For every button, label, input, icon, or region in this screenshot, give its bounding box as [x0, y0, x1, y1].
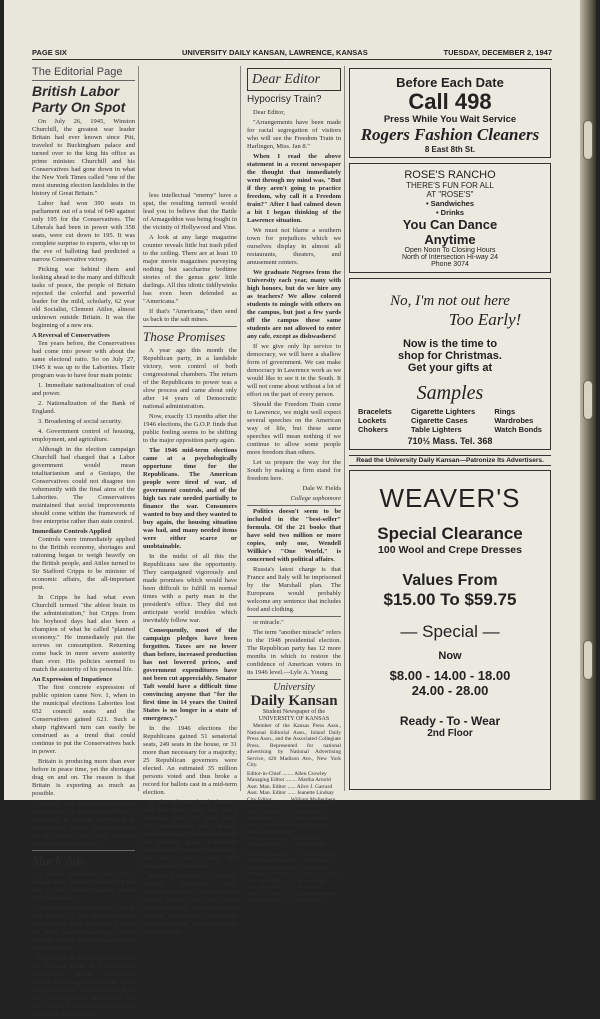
paragraph: Controls were immediately applied to the British economy, shortages and rationing began to weigh heavily on the British people, and Attlee turned to Sir Stafford Cripps to be minister of economic affairs, the all-important post.: [32, 536, 135, 591]
paragraph: Labor had won 390 seats in parliament out of a total of 640 against only 195 for the Conservatives. The Liberals had been in power with 358 seats, were cut down to 195. It was complete surprise to experts, who up to the eve of balloting had predicted a narrow Conservative victory.: [32, 200, 135, 263]
letter-headline: Hypocrisy Train?: [247, 94, 322, 105]
paragraph: "Arrangements have been made for racial segregation of visitors who will see the Freedom Train in Harlingen, Miss. Jan 8.": [247, 119, 341, 150]
ad-text: Before Each Date: [396, 75, 504, 90]
ad-text: No, I'm not out here: [390, 293, 510, 309]
paragraph: Picking war behind them and looking ahead to the many and difficult tasks of peace, the people of Britain rejected the colorful and powerful leader for the mild, scholarly, 62 year old Socialist, Clement Attlee, almost unknown outside Britain. It was the beginning of a new era.: [32, 266, 135, 329]
ad-text: Open Noon To Closing Hours: [404, 247, 496, 254]
divider: [247, 616, 341, 617]
ad-price-range: $15.00 To $59.75: [383, 590, 517, 609]
ad-business-name: Rogers Fashion Cleaners: [360, 125, 540, 144]
ad-text: Ready - To - Wear: [399, 714, 501, 728]
paragraph: If we give only lip service to democracy, we will have a shallow form of government. We can make democracy in Lawrence work as we would like to see it in the South. It will not come about without a lot of effort on the part of every person.: [247, 343, 341, 398]
paragraph: The term "another miracle" refers to the 1948 presidential election. The Republican party has 12 more months in which to restore the confidence of American voters in its 1946 level.—Lyle A. Young: [247, 629, 341, 676]
paragraph: In the off-year local elections held this month there was not a sweeping victory by either party. The congressional races, though, indicated rising dissatisfaction with the majority group. Republican losses varied from 4 to 9 per cent in the four states which had congressional candidates.: [143, 799, 237, 870]
paragraph: Should the Freedom Train come to Lawrence, we might well expect several speeches on the American way of life, but these same speeches will mean nothing if we continue to allow some people more freedom than others.: [247, 401, 341, 456]
subhead: Immediate Controls Applied: [32, 528, 111, 535]
ad-text: — Special —: [400, 622, 500, 641]
ad-item: Watch Bonds: [494, 425, 542, 434]
ad-weavers: [349, 470, 551, 790]
staff-line: Sports Editor .......... Ernest Aaronson: [247, 816, 330, 822]
ad-text: You Can Dance: [402, 217, 498, 232]
ad-address: 8 East 8th St.: [424, 145, 476, 154]
binder-ring-icon: [583, 640, 593, 680]
paragraph: A look at any large magazine counter reveals little but trash piled to the ceiling. There are at least 10 major movie magazines purveying nothing but saccharine bedtime stories of the genus gets' little darlings. All this idiotic tiddlywinks has even been defended as "Americana.": [143, 234, 237, 305]
staff-line: City Editor ............ William Mullenberg: [247, 796, 336, 803]
ad-text: 100 Wool and Crepe Dresses: [378, 544, 522, 556]
ad-samples-jewelry: [349, 278, 551, 450]
ad-prices: 24.00 - 28.00: [411, 683, 489, 698]
salutation: Dear Editor,: [253, 109, 285, 116]
staff-line: Managing Editor ........ Martha Arnold: [247, 777, 331, 783]
staff-line: Asst. Tel. Editor ....... Casper Brachmann: [247, 890, 338, 897]
ad-text: Now: [438, 650, 462, 662]
paragraph: It's enough to make one retch when the tortured home of a Hollywood professional gossip breathlessly confide to her eager listeners the world shaking news of the latest episode in an oh-so-exclusive Hollywood gin mill. When a half-witted Hollywood pretty boy and his even: [32, 955, 135, 1018]
ad-text: shop for Christmas.: [398, 350, 502, 362]
staff-box-text: Member of the Kansas Press Assn., National Editorial Assn., Inland Daily Press Assn., and the Associated Collegiate Press. Represented for national advertising by National Advertising Service, 420 Madison Ave., New York City.: [247, 723, 341, 768]
paragraph: In the 1946 elections the Republicans gained 51 senatorial seats, 249 seats in the house, or 31 more than necessary for a majority; 25 Republican governors were elected. An estimated 35 million persons voted and thus broke a record for ballots cast in a mid-term election.: [143, 725, 237, 796]
paragraph: We must not blame a southern town for prejudices which we ourselves display in almost all restaurants, theaters, and amusement centers.: [247, 227, 341, 266]
ad-text: Get your gifts at: [407, 362, 493, 374]
paragraph: 3. Broadening of social security.: [38, 418, 123, 425]
ad-item: Cigarette Lighters: [410, 407, 476, 416]
headline-those-promises: Those Promises: [143, 329, 226, 344]
page-number: PAGE SIX: [32, 48, 67, 57]
staff-line: Advertising Manager ..... Betty Bacon: [247, 858, 331, 864]
dear-editor-box: [247, 68, 341, 91]
paragraph: Russia's latest charge is that France and Italy will be imprisoned by the Marshall plan. The Europeans would probably welcome any sentence that includes food and clothing.: [247, 566, 341, 613]
ad-text: Too Early!: [448, 310, 522, 329]
paragraph: In Cripps he had what even Churchill termed "the ablest brain in the administration," but Cripps from his boyhood days had also been a champion of what he called "planned economy." He immediately put the screws on consumption. Returning come back in more severe austerity than ever. His policies seemed to match the austerity of his personal life.: [32, 594, 135, 673]
ad-text: AT "ROSE'S": [426, 190, 474, 199]
ad-text: Special Clearance: [377, 524, 523, 543]
staff-line: Asst. Bus. Man. ......... Dick Reed: [247, 884, 321, 890]
masthead: [32, 46, 552, 60]
paragraph: Politics doesn't seem to be included in the "best-seller" formula. Of the 21 books that have sold two million or more copies, only one, Wendell Willkie's "One World," is concerned with political affairs.: [247, 508, 341, 563]
dear-editor-title: Dear Editor: [252, 72, 321, 87]
divider: [32, 850, 135, 851]
divider: [247, 679, 341, 680]
subhead: A Reversal of Conservatives: [32, 332, 110, 339]
paragraph: Britain is producing more than ever before in peace time, yet the shortages drag on and on. The reason is that Britain is exporting as much as possible.: [32, 758, 135, 797]
ad-text: • Sandwiches: [425, 199, 475, 208]
staff-line: Business Manager ........ John Bergstrom: [247, 851, 337, 858]
ad-text: 2nd Floor: [427, 728, 473, 739]
binder-ring-icon: [583, 120, 593, 160]
ad-text: Anytime: [424, 232, 476, 247]
column-rule: [344, 66, 345, 791]
paragraph: When I read the above statement in a recent newspaper the thought that immediately went through my mind was, "But if they aren't going to practice freedom, why call it a Freedom train?" After I had calmed down a bit I began thinking of the Lawrence situation.: [247, 153, 341, 224]
staff-line: Society Editor .......... Barbara Fell: [247, 897, 323, 903]
paragraph: Let us prepare the way for the South by making a firm stand for freedom here.: [247, 459, 341, 482]
staff-line: Circulation Mgr. ........ Dave Clymer: [247, 877, 327, 884]
ad-address: 710½ Mass. Tel. 368: [407, 436, 493, 446]
section-label: The Editorial Page: [32, 66, 123, 78]
ad-text: North of Intersection Hi-way 24: [401, 254, 499, 261]
paragraph: The result partially testifies a lung-bad opinion of stars that Hollywood news to both radio and press is about the most inane, nauseating, trivial, illiterate kind of pap ever assaulted by the human race.: [32, 905, 135, 952]
column-rule: [138, 66, 139, 791]
divider: [143, 326, 237, 327]
paragraph: The only way that Labor can stay in power, and it's a doubtful possibility, is for people to become determined, in the words of Cripps, "put the interest of the country first and personal incentives a poor second.": [32, 800, 135, 847]
ad-item: Rings: [494, 407, 516, 416]
staff-line: Telegraph Editor ....... John Stauffer: [247, 842, 326, 848]
headline-much-ado: Much Ado: [32, 853, 86, 868]
ad-rogers-cleaners: [349, 68, 551, 158]
paragraph: 2. Nationalization of the Bank of England.: [32, 400, 135, 415]
binder-spine: [580, 0, 596, 800]
ad-business-name: WEAVER'S: [379, 483, 521, 513]
paragraph: A year ago this month the Republican party, in a landslide victory, won control of both congressional chambers. The return of the Republicans to power was a slow process and came about only after 14 years of Democratic national administration.: [143, 347, 237, 410]
ad-text: THERE'S FUN FOR ALL: [406, 181, 494, 190]
ad-item: Wardrobes: [494, 416, 534, 425]
paragraph: On July 26, 1945, Winston Churchill, the greatest war leader Britain had ever known since Pitt, traveled to Buckingham palace and turned over to the king his office as prime minister. Churchill and his Conservatives had gone down in what the New York Times called "one of the most stunning election landslides in the history of Great Britain.": [32, 118, 135, 197]
divider: [32, 80, 135, 81]
staff-line: Asst. City Editor ...... Gene Villaire: [247, 809, 325, 816]
staff-line: Editor-in-Chief ........ Allen Crowley: [247, 770, 327, 777]
staff-line: Asst. Sports Editors Paul Beh, James Bruce, Bob Brittigan: [247, 822, 329, 835]
staff-line: Classified Adv. Man. .... Sally Mosby: [247, 864, 330, 871]
paragraph: The first concrete expression of public opinion came Nov. 1, when in the municipal elections Laborites lost 652 council seats and the Conservatives gained 621. Such a sharp rightward turn can easily be construed as a trend that could continue to put the Conservatives back in power.: [32, 684, 135, 755]
ad-prices: $8.00 - 14.00 - 18.00: [389, 668, 511, 683]
paragraph: If that's "Americana," then send us back to the salt mines.: [143, 308, 237, 323]
staff-line: News Editor ............ Henry Peterson: [247, 803, 328, 809]
paragraph: A recent readership survey of a college daily revealed that only 8 per cent of the readers regularly peruse Hollywood news.: [32, 871, 135, 902]
paragraph: In the midst of all this the Republicans saw the opportunity. They campaigned vigorously and made promises which would have been difficult to fulfill in normal times with a party man in the president's office. They did not anticipate world troubles which inevitably follow war.: [143, 553, 237, 624]
ad-phone: Call 498: [408, 89, 492, 114]
staff-box-sub: Student Newspaper of the UNIVERSITY OF KANSAS: [258, 709, 330, 722]
newspaper-page: [4, 0, 596, 1018]
paragraph: less intellectual "enemy" have a spat, the resulting turmoil would lead you to believe that the Battle of Armageddon was being fought in the vicinity of Hollywood and Vine.: [143, 192, 237, 231]
staff-line: Asst. Man. Editor ...... Jeanette Lindsay: [247, 790, 334, 796]
patronize-advertisers-line: Read the University Daily Kansan—Patronize Its Advertisers.: [349, 455, 551, 466]
issue-date: TUESDAY, DECEMBER 2, 1947: [443, 48, 552, 57]
ad-phone: Phone 3074: [431, 261, 469, 268]
paragraph: We graduate Negroes from the University each year, many with high honors, but do we hire any as teachers? We allow colored students to mingle with others on the campus, but just a few yards off the campus these same students are not allowed to enter any cafe, except as dishwashers!: [247, 269, 341, 340]
ad-item: Table Lighters: [410, 425, 462, 434]
ad-product-list: [350, 405, 550, 436]
paragraph: Speaking of the past 12 months, Dorothy Thompson said, "Apparently, the G. O. P. intends to reverse pledges after they have been swept away. Also it intends to sit and await events in various expectation that Providence will perform anoth-: [143, 873, 237, 936]
ad-item: Cigarette Cases: [410, 416, 468, 425]
column-1: [32, 66, 135, 1018]
ad-text: Now is the time to: [402, 338, 498, 350]
ad-item: Lockets: [358, 416, 387, 425]
paragraph: Ten years before, the Conservatives had come into power with about the same electoral ratio. So on July 27, 1945 it was up to the Laborites. Their program was to have four main points:: [32, 340, 135, 379]
ad-item: Bracelets: [358, 407, 392, 416]
ad-business-name: Samples: [416, 382, 484, 404]
ad-text: Press While You Wait Service: [383, 114, 517, 125]
ad-text: • Drinks: [435, 208, 465, 217]
ad-text: Values From: [402, 572, 498, 589]
column-2: [143, 192, 237, 936]
paragraph: 4. Government control of housing, employment, and agriculture.: [32, 428, 135, 443]
kansan-staff-box: [247, 682, 341, 723]
paragraph: or miracle.": [253, 619, 284, 626]
ad-item: Chokers: [358, 425, 389, 434]
staff-line: Asst. Man. Editor ...... Alice J. Garrard: [247, 783, 333, 790]
headline-british-labor: British Labor Party On Spot: [32, 83, 126, 115]
paragraph: The 1946 mid-term elections came at a psychologically opportune time for the Republicans. The American people were tired of war, of government controls, and of the high tax rate needed partially to finance the war. Consumers wanted to buy and they wanted to buy again, the housing situation was bad, and many needed items were either scarce or unobtainable.: [143, 447, 237, 550]
staff-list: [247, 771, 341, 904]
paragraph: Now, exactly 13 months after the 1946 elections, the G.O.P. finds that public feeling seems to be shifting to the major opposition party again.: [143, 413, 237, 444]
subhead: An Expression of Impatience: [32, 676, 113, 683]
paragraph: 1. Immediate nationalization of coal and power.: [32, 382, 135, 397]
staff-line: National Adv. Man. ...... William Gettings: [247, 871, 340, 877]
column-rule: [240, 66, 241, 791]
paragraph: Consequently, most of the campaign pledges have been forgotten. Taxes are no lower than before, increased production has not lowered prices, and government expenditures have not been cut appreciably. Senator Taft would have a difficult time convincing anyone that "for the first time in 14 years the United States is no longer in a state of emergency.": [143, 627, 237, 722]
staff-line: Picture Editor ......... Hal Nelson: [247, 835, 318, 842]
divider: [247, 505, 341, 506]
staff-box-pre: University: [273, 682, 315, 693]
letter-signature: Dale W. Fields: [302, 485, 341, 492]
letter-signature-title: College sophomore: [290, 495, 341, 502]
ad-business-name: ROSE'S RANCHO: [404, 169, 496, 181]
staff-box-title: Daily Kansan: [250, 693, 338, 709]
column-3: [247, 68, 341, 903]
ad-roses-rancho: [349, 163, 551, 273]
paragraph: Although in the election campaign Churchill had charged that a Labor government would mean totalitarianism and a Gestapo, the Conservatives could not disagree too vehemently with the final aims of the Laborites. The Conservatives maintained that social improvements should come within the framework of free enterprise rather than state control.: [32, 446, 135, 525]
paper-name: UNIVERSITY DAILY KANSAN, LAWRENCE, KANSAS: [182, 48, 368, 57]
binder-ring-icon: [583, 380, 593, 420]
